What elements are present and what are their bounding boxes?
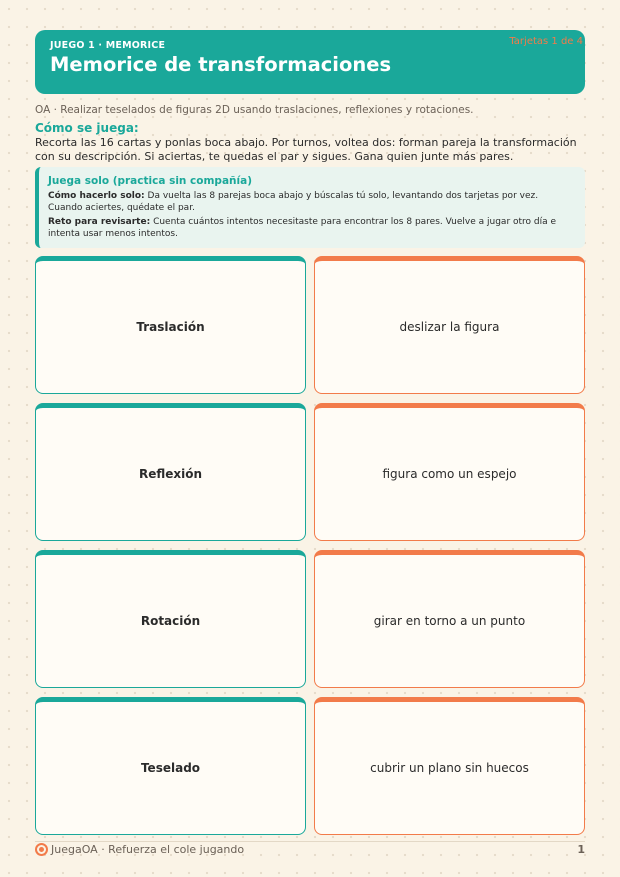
description-label: deslizar la figura	[399, 320, 500, 334]
how-to-play-text: Recorta las 16 cartas y ponlas boca abajo. Por turnos, voltea dos: forman pareja la transformación con su descripción. Si aciertas, te quedas el par y sigues. Gana quien junte más pares.	[35, 136, 577, 163]
page-number: 1	[577, 843, 585, 856]
how-to-play-title: Cómo se juega:	[35, 121, 139, 135]
solo-challenge-text: Cuenta cuántos intentos necesitaste para encontrar los 8 pares. Vuelve a jugar otro día e intenta usar menos intentos.	[48, 217, 557, 239]
description-card-reflexion	[314, 403, 585, 541]
term-card-teselado	[35, 697, 306, 835]
solo-how-line	[48, 190, 573, 214]
term-label: Traslación	[136, 320, 205, 334]
footer-divider	[35, 841, 585, 842]
term-label: Rotación	[140, 614, 201, 628]
solo-how-text: Da vuelta las 8 parejas boca abajo y búscalas tú solo, levantando dos tarjetas por vez. Cuando aciertes, quédate el par.	[48, 191, 539, 213]
term-card-rotacion	[35, 550, 306, 688]
page-header	[35, 30, 585, 94]
description-card-rotacion	[314, 550, 585, 688]
solo-play-title: Juega solo (practica sin compañía)	[48, 175, 252, 187]
page-title: Memorice de transformaciones	[50, 53, 392, 76]
term-label: Teselado	[140, 761, 201, 775]
solo-play-box	[35, 167, 585, 248]
term-label: Reflexión	[138, 467, 203, 481]
footer-brand: JuegaOA · Refuerza el cole jugando	[51, 843, 245, 856]
description-label: girar en torno a un punto	[373, 614, 526, 628]
description-label: figura como un espejo	[382, 467, 517, 481]
learning-objective: OA · Realizar teselados de figuras 2D usando traslaciones, reflexiones y rotaciones.	[35, 104, 474, 116]
solo-challenge-line	[48, 216, 573, 240]
solo-how-label: Cómo hacerlo solo:	[48, 191, 145, 201]
game-label: JUEGO 1 · MEMORICE	[50, 40, 166, 51]
solo-challenge-label: Reto para revisarte:	[48, 217, 151, 227]
description-label: cubrir un plano sin huecos	[370, 761, 529, 775]
term-card-reflexion	[35, 403, 306, 541]
description-card-teselado	[314, 697, 585, 835]
page-tag: Tarjetas 1 de 4	[509, 36, 583, 47]
term-card-traslacion	[35, 256, 306, 394]
description-card-traslacion	[314, 256, 585, 394]
brand-logo-icon	[35, 843, 48, 856]
